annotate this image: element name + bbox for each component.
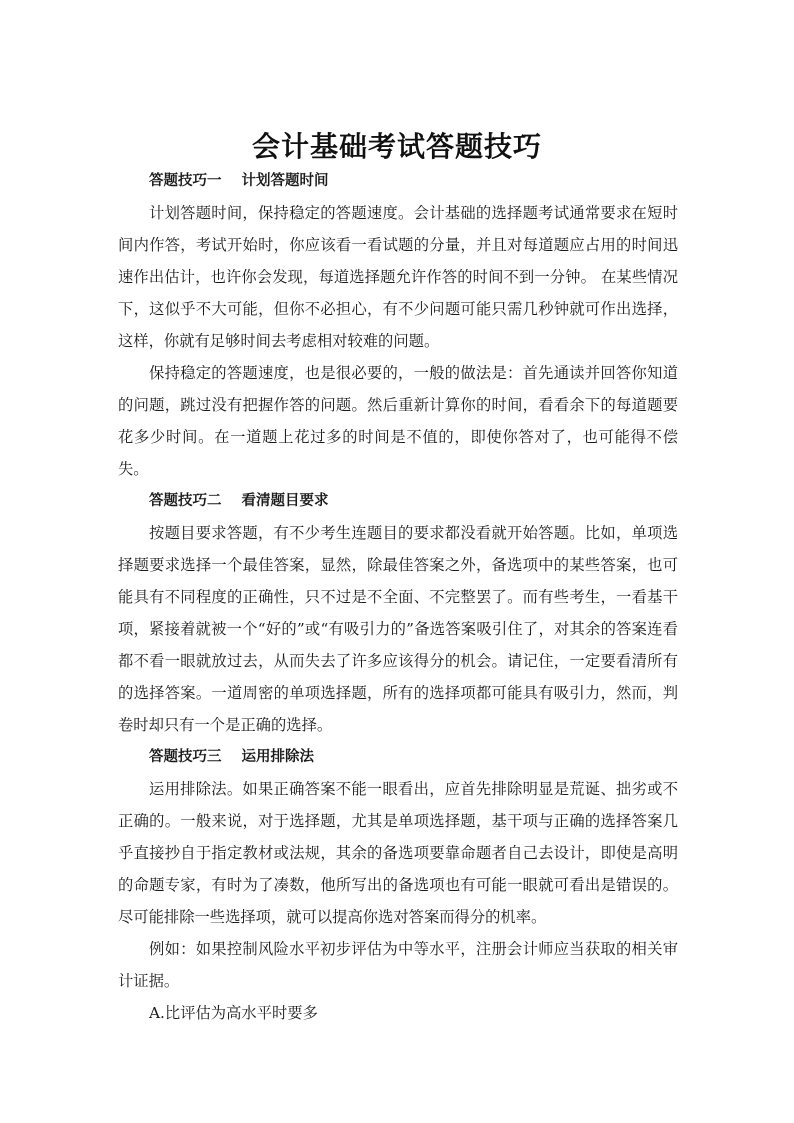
section-heading-label: 答题技巧三: [149, 749, 222, 765]
section-heading-2: [118, 485, 678, 517]
paragraph: 运用排除法。如果正确答案不能一眼看出，应首先排除明显是荒诞、拙劣或不正确的。一般来说，对于选择题，尤其是单项选择题，基干项与正确的选择答案几乎直接抄自于指定教材或法规，其余的备选项要靠命题者自己去设计，即使是高明的命题专家，有时为了凑数，他所写出的备选项也有可能一眼就可看出是错误的。尽可能排除一些选择项，就可以提高你选对答案而得分的机率。: [118, 780, 678, 926]
section-heading-label: 答题技巧二: [149, 493, 222, 509]
section-heading-1: [118, 165, 678, 197]
option-item: A.比评估为高水平时要多: [149, 1004, 318, 1022]
document-body: [118, 165, 678, 1029]
paragraph: 计划答题时间，保持稳定的答题速度。会计基础的选择题考试通常要求在短时间内作答，考试开始时，你应该看一看试题的分量，并且对每道题应占用的时间迅速作出估计，也许你会发现，每道选择题允许作答的时间不到一分钟。 在某些情况下，这似乎不大可能，但你不必担心，有不少问题可能只需几秒钟就可作出选择，这样，你就有足够时间去考虑相对较难的问题。: [118, 204, 678, 350]
document-title: 会计基础考试答题技巧: [251, 129, 542, 163]
section-heading-topic: 运用排除法: [241, 749, 314, 765]
paragraph: 按题目要求答题，有不少考生连题目的要求都没看就开始答题。比如，单项选择题要求选择一个最佳答案，显然，除最佳答案之外，备选项中的某些答案，也可能具有不同程度的正确性，只不过是不全面、不完整罢了。而有些考生，一看基干项，紧接着就被一个“好的”或“有吸引力的”备选答案吸引住了，对其余的答案连看都不看一眼就放过去，从而失去了许多应该得分的机会。请记住，一定要看清所有的选择答案。一道周密的单项选择题，所有的选择项都可能具有吸引力，然而，判卷时却只有一个是正确的选择。: [118, 524, 678, 734]
paragraph: 保持稳定的答题速度，也是很必要的，一般的做法是：首先通读并回答你知道的问题，跳过没有把握作答的问题。然后重新计算你的时间，看看余下的每道题要花多少时间。在一道题上花过多的时间是不值的，即使你答对了，也可能得不偿失。: [118, 364, 678, 478]
paragraph: 例如：如果控制风险水平初步评估为中等水平，注册会计师应当获取的相关审计证据。: [118, 940, 678, 990]
section-heading-3: [118, 741, 678, 773]
section-heading-topic: 计划答题时间: [241, 173, 329, 189]
section-heading-topic: 看清题目要求: [241, 493, 329, 509]
section-heading-label: 答题技巧一: [149, 173, 222, 189]
